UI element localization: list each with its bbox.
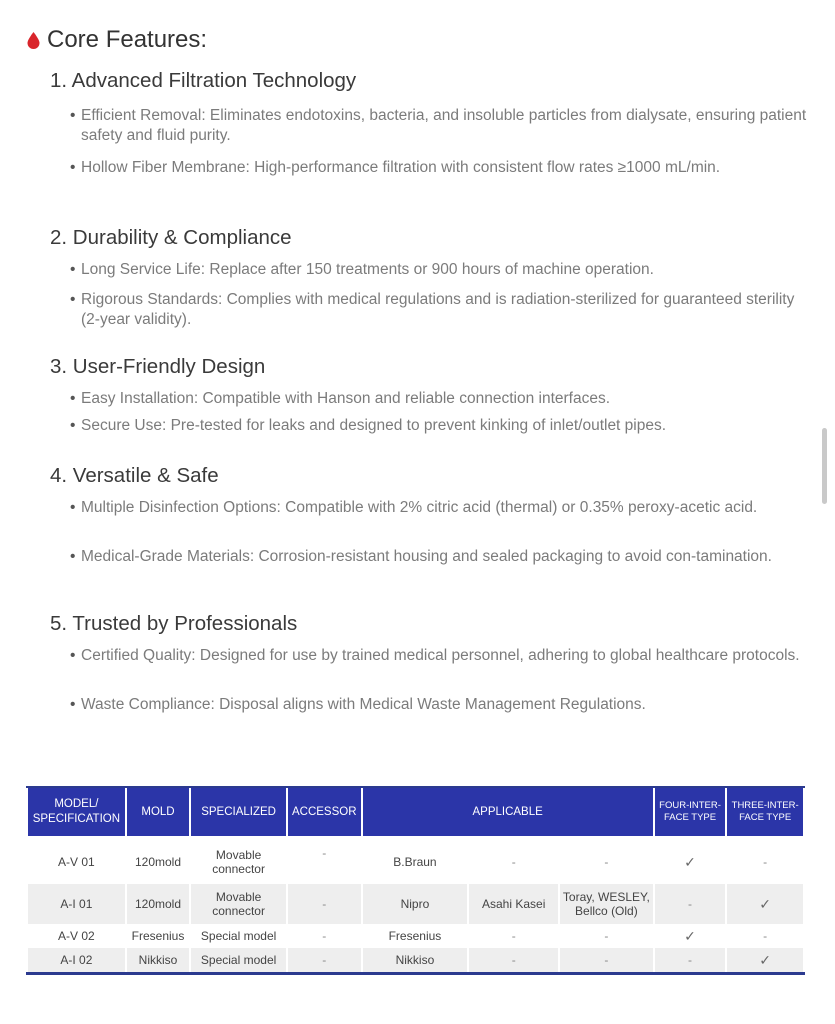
section-title-1: 1. Advanced Filtration Technology [50,69,357,92]
cell-applicable-1: B.Braun [363,840,468,884]
table-row [28,840,803,884]
specification-table [26,786,805,975]
bullet-text: Easy Installation: Compatible with Hanson and reliable connection interfaces. [81,390,611,407]
bullet-item: • Secure Use: Pre-tested for leaks and designed to prevent kinking of inlet/outlet pipes. [70,416,808,436]
table-row [28,948,803,972]
cell-applicable-3: - [560,948,653,972]
header-specialized: SPECIALIZED [191,788,286,836]
cell-accessor: - [288,924,361,948]
cell-three-interface: ✓ [727,884,803,924]
bullet-item: • Efficient Removal: Eliminates endotoxins, bacteria, and insoluble particles from dialysate, ensuring patient safety and fluid purity. [70,107,807,144]
cell-mold: 120mold [127,840,189,884]
cell-four-interface: - [655,948,726,972]
cell-model: A-I 02 [28,948,125,972]
bullet-text: Waste Compliance: Disposal aligns with Medical Waste Management Regulations. [81,696,646,713]
cell-applicable-2: - [469,948,558,972]
header-applicable: APPLICABLE [363,788,653,836]
cell-specialized: Special model [191,948,286,972]
section-title-2: 2. Durability & Compliance [50,226,292,249]
bullet-text: Secure Use: Pre-tested for leaks and designed to prevent kinking of inlet/outlet pipes. [81,417,667,434]
cell-applicable-2: Asahi Kasei [469,884,558,924]
header-model: MODEL/ SPECIFICATION [28,788,125,836]
cell-model: A-I 01 [28,884,125,924]
blood-drop-icon [26,31,41,49]
cell-accessor: - [288,884,361,924]
header-three-interface: THREE-INTER-FACE TYPE [727,788,803,836]
cell-three-interface: - [727,840,803,884]
cell-specialized: Special model [191,924,286,948]
cell-accessor: - [288,948,361,972]
cell-applicable-2: - [469,840,558,884]
cell-mold: Fresenius [127,924,189,948]
table-row [28,924,803,948]
section-title-3: 3. User-Friendly Design [50,355,266,378]
cell-applicable-1: Nikkiso [363,948,468,972]
table-row [28,884,803,924]
cell-three-interface: ✓ [727,948,803,972]
cell-mold: Nikkiso [127,948,189,972]
cell-model: A-V 02 [28,924,125,948]
core-features-heading [26,26,207,54]
cell-three-interface: - [727,924,803,948]
section-title-5: 5. Trusted by Professionals [50,612,298,635]
bullet-item: • Rigorous Standards: Complies with medical regulations and is radiation-sterilized for guaranteed sterility (2-year validity). [70,290,808,330]
bullet-item: • Medical-Grade Materials: Corrosion-resistant housing and sealed packaging to avoid con-tamination. [70,547,808,567]
table-header-row [28,788,803,836]
cell-four-interface: ✓ [655,840,726,884]
cell-applicable-3: - [560,840,653,884]
cell-applicable-1: Fresenius [363,924,468,948]
cell-applicable-3: Toray, WESLEY, Bellco (Old) [560,884,653,924]
bullet-text: Multiple Disinfection Options: Compatible with 2% citric acid (thermal) or 0.35% peroxy-acetic acid. [81,499,758,516]
section-title-4: 4. Versatile & Safe [50,464,219,487]
bullet-item: • Certified Quality: Designed for use by trained medical personnel, adhering to global healthcare protocols. [70,646,808,666]
bullet-text: Efficient Removal: Eliminates endotoxins, bacteria, and insoluble particles from dialysate, ensuring patient safety and fluid purity. [81,107,807,144]
cell-model: A-V 01 [28,840,125,884]
cell-applicable-2: - [469,924,558,948]
cell-accessor: - [288,840,361,884]
bullet-text: Rigorous Standards: Complies with medical regulations and is radiation-sterilized for guaranteed sterility (2-year validity). [81,291,795,328]
bullet-text: Hollow Fiber Membrane: High-performance filtration with consistent flow rates ≥1000 mL/min. [81,159,721,176]
vertical-scrollbar[interactable] [822,428,827,504]
cell-mold: 120mold [127,884,189,924]
bullet-item: • Multiple Disinfection Options: Compatible with 2% citric acid (thermal) or 0.35% peroxy-acetic acid. [70,498,808,518]
cell-four-interface: - [655,884,726,924]
cell-applicable-3: - [560,924,653,948]
cell-specialized: Movable connector [191,840,286,884]
cell-specialized: Movable connector [191,884,286,924]
cell-applicable-1: Nipro [363,884,468,924]
header-four-interface: FOUR-INTER-FACE TYPE [655,788,726,836]
cell-four-interface: ✓ [655,924,726,948]
header-mold: MOLD [127,788,189,836]
header-accessor: ACCESSOR [288,788,361,836]
bullet-item: • Long Service Life: Replace after 150 treatments or 900 hours of machine operation. [70,260,808,280]
bullet-text: Certified Quality: Designed for use by trained medical personnel, adhering to global healthcare protocols. [81,647,800,664]
bullet-item: • Hollow Fiber Membrane: High-performance filtration with consistent flow rates ≥1000 mL/min. [70,158,808,178]
page-title: Core Features: [47,26,208,53]
bullet-text: Medical-Grade Materials: Corrosion-resistant housing and sealed packaging to avoid con-tamination. [81,548,772,565]
bullet-text: Long Service Life: Replace after 150 treatments or 900 hours of machine operation. [81,261,654,278]
bullet-item: • Easy Installation: Compatible with Hanson and reliable connection interfaces. [70,389,808,409]
bullet-item: • Waste Compliance: Disposal aligns with Medical Waste Management Regulations. [70,695,808,715]
